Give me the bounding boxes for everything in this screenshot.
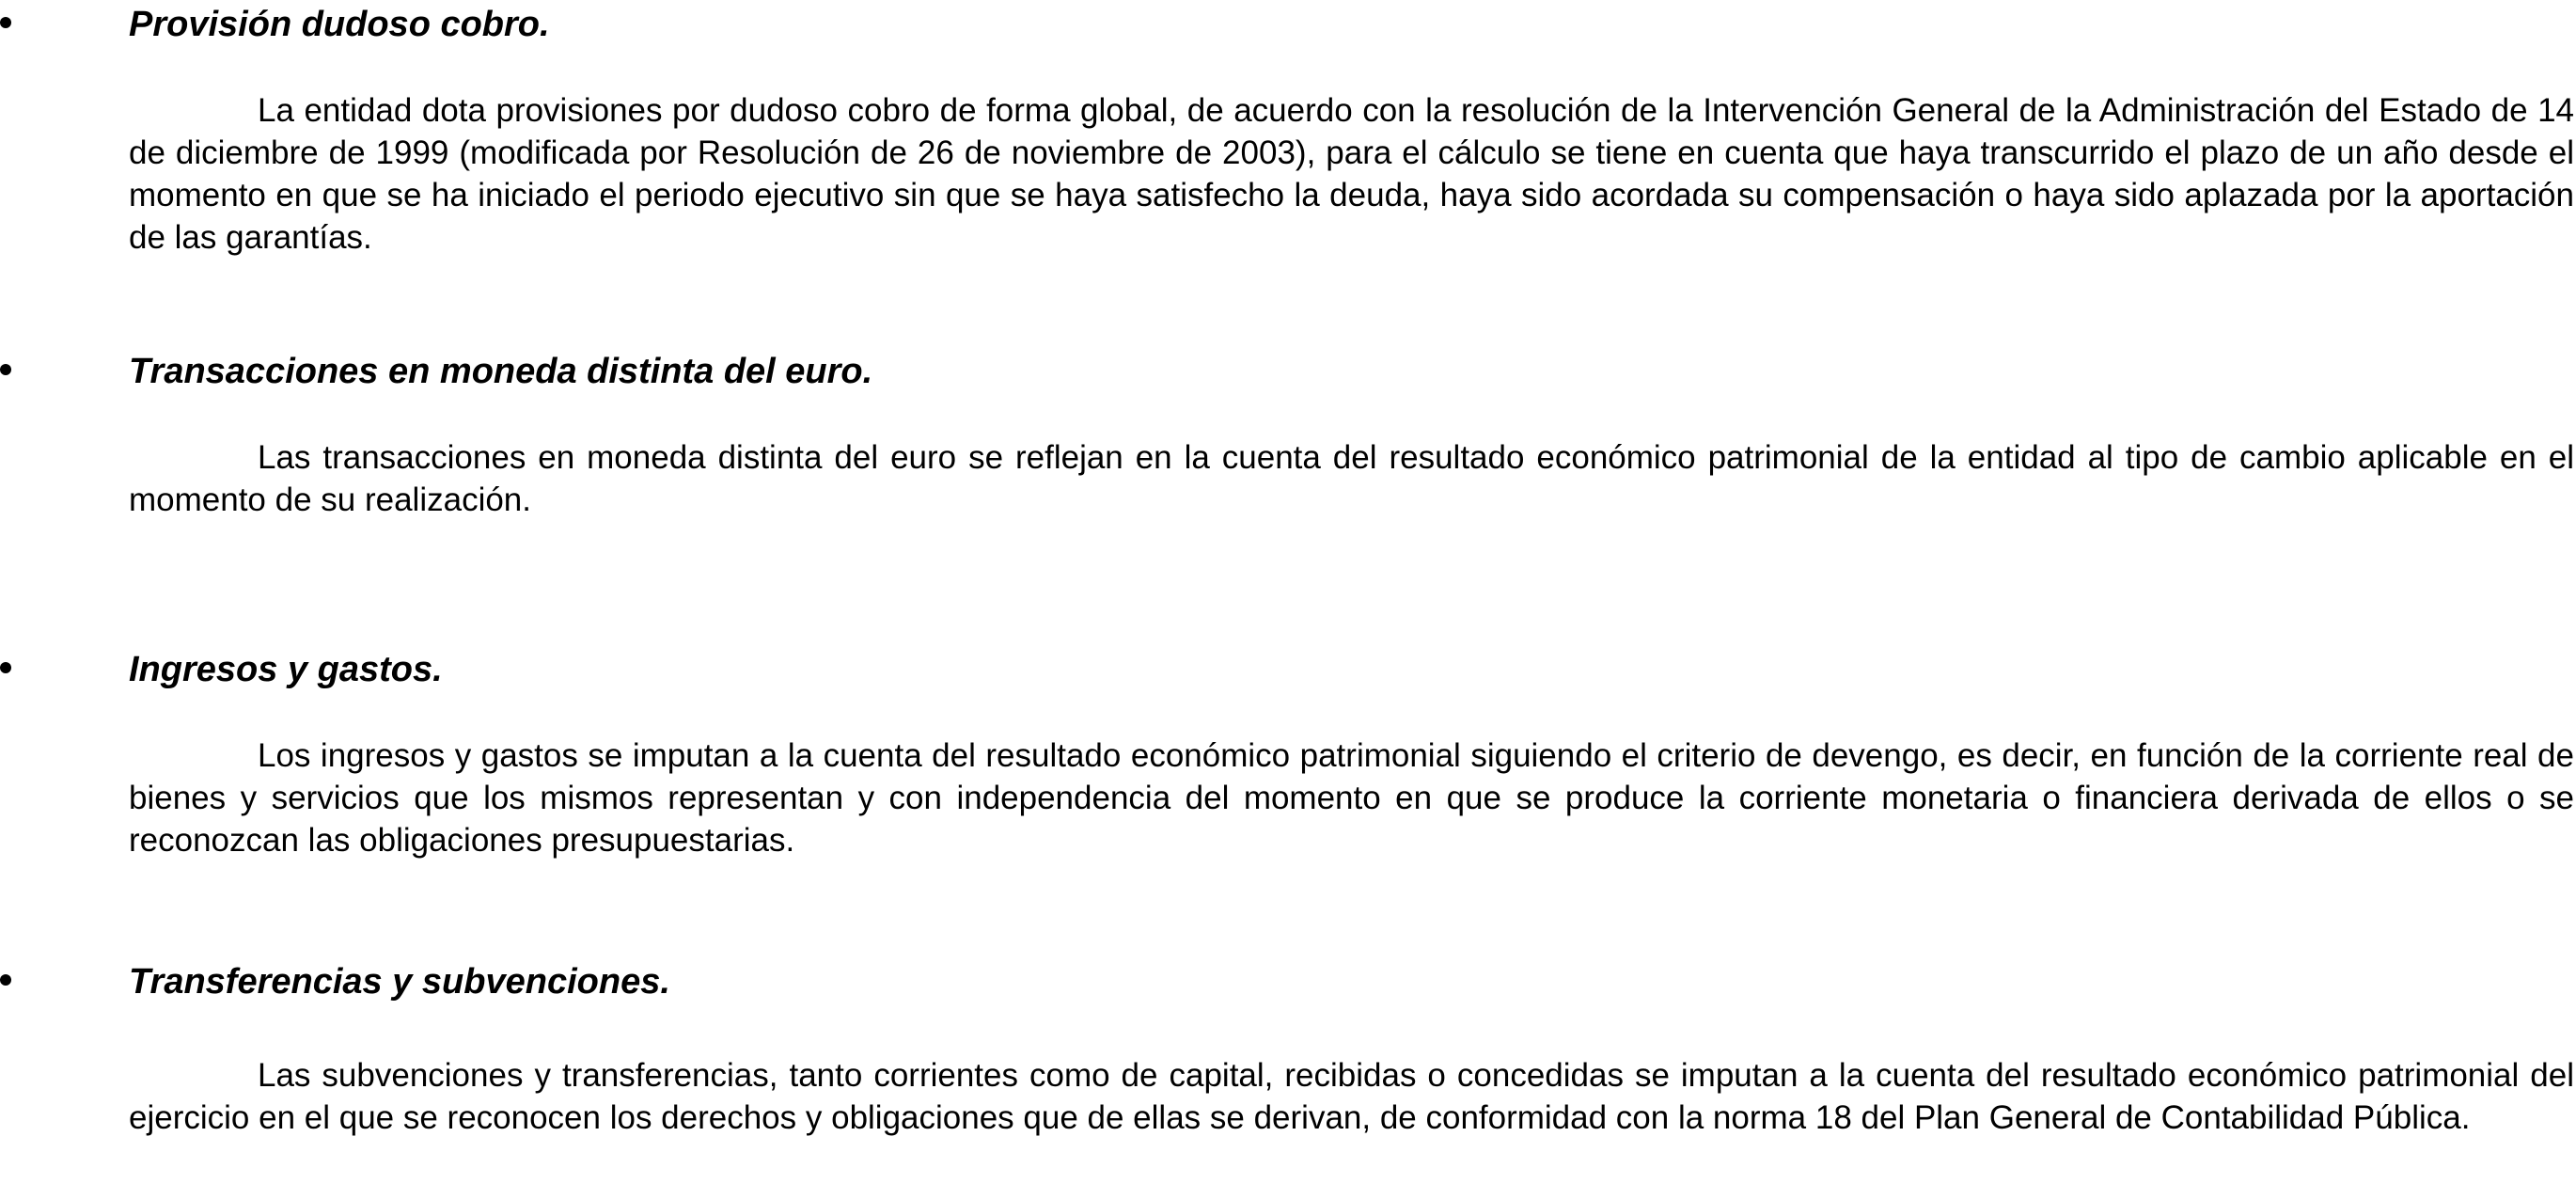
section-heading: Ingresos y gastos. [129,650,443,689]
section-heading: Provisión dudoso cobro. [129,5,550,44]
section-heading: Transacciones en moneda distinta del euro. [129,352,873,391]
section-paragraph: Los ingresos y gastos se imputan a la cuenta del resultado económico patrimonial siguiendo el criterio de devengo, es decir, en función de la corriente real de bienes y servicios que los mismos representan y con independencia del momento en que se produce la corriente monetaria o financiera derivada de ellos o se reconozcan las obligaciones presupuestarias. [129,737,2574,859]
section-paragraph: Las transacciones en moneda distinta del euro se reflejan en la cuenta del resultado económico patrimonial de la entidad al tipo de cambio aplicable en el momento de su realización. [129,439,2574,518]
bullet-icon [0,662,11,673]
section-paragraph: Las subvenciones y transferencias, tanto corrientes como de capital, recibidas o concedidas se imputan a la cuenta del resultado económico patrimonial del ejercicio en el que se reconocen los derechos y obligaciones que de ellas se derivan, de conformidad con la norma 18 del Plan General de Contabilidad Pública. [129,1057,2574,1136]
bullet-icon [0,17,11,28]
section-paragraph: La entidad dota provisiones por dudoso cobro de forma global, de acuerdo con la resolución de la Intervención General de la Administración del Estado de 14 de diciembre de 1999 (modificada por Resolución de 26 de noviembre de 2003), para el cálculo se tiene en cuenta que haya transcurrido el plazo de un año desde el momento en que se ha iniciado el periodo ejecutivo sin que se haya satisfecho la deuda, haya sido acordada su compensación o haya sido aplazada por la aportación de las garantías. [129,92,2574,256]
bullet-icon [0,974,11,986]
bullet-icon [0,364,11,375]
section-heading: Transferencias y subvenciones. [129,962,670,1002]
